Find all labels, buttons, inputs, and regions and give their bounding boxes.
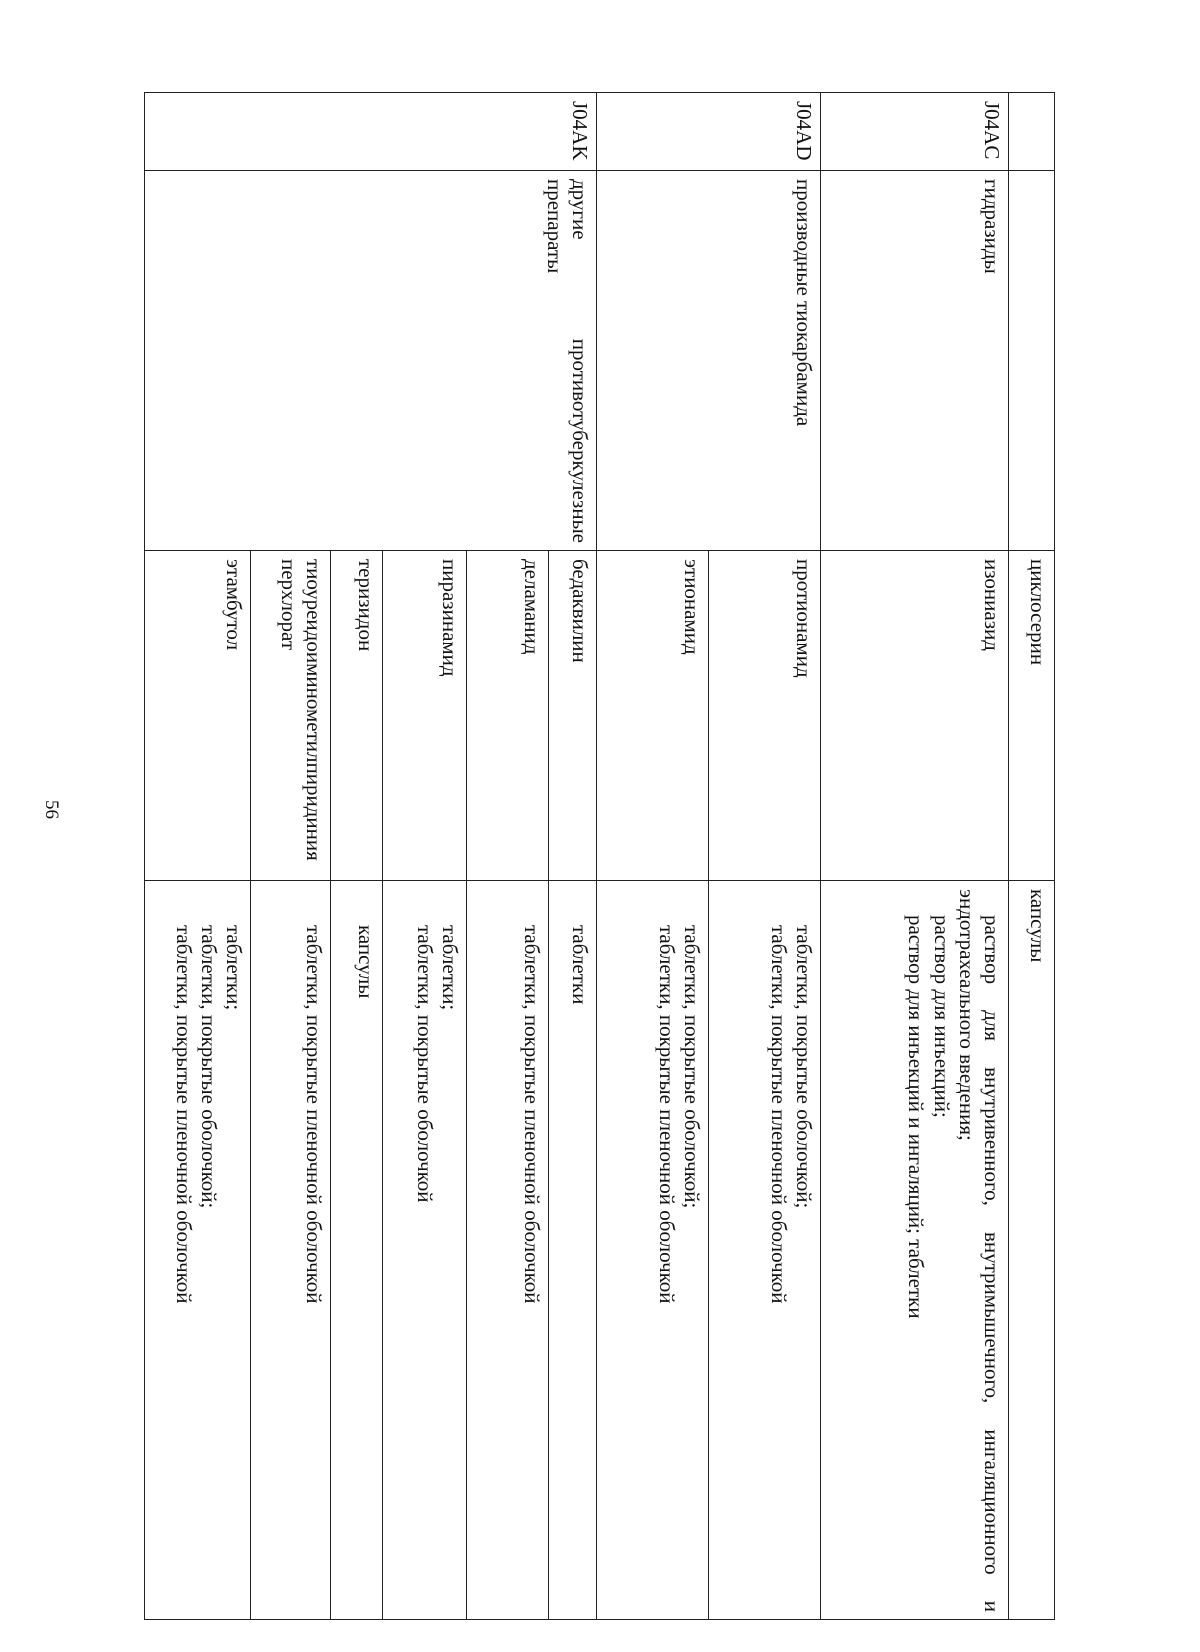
name-cell: протионамид xyxy=(709,551,821,881)
name-cell: тиоуреидоиминометилпиридиния перхлорат xyxy=(251,551,331,881)
name-cell: теризидон xyxy=(331,551,383,881)
name-cell: этионамид xyxy=(597,551,709,881)
form-cell xyxy=(821,881,1009,1620)
form-line: таблетки, покрытые пленочной оболочкой xyxy=(302,925,326,1304)
code-cell: J04AC xyxy=(821,93,1009,171)
form-line: таблетки, покрытые пленочной оболочкой xyxy=(766,925,791,1304)
page-number: 56 xyxy=(41,800,62,819)
table-row xyxy=(821,93,1009,1620)
group-cell: гидразиды xyxy=(821,171,1009,551)
form-cell xyxy=(383,881,467,1620)
form-line: таблетки, покрытые пленочной оболочкой xyxy=(171,925,196,1304)
form-line: таблетки, покрытые пленочной оболочкой xyxy=(520,925,544,1304)
code-cell: J04AK xyxy=(145,93,597,171)
form-line: таблетки; xyxy=(438,925,462,1011)
name-cell: изониазид xyxy=(821,551,1009,881)
name-cell: циклосерин xyxy=(1009,551,1055,881)
form-line: таблетки, покрытые оболочкой; xyxy=(680,925,704,1209)
drug-table xyxy=(144,92,1055,1620)
form-line: таблетки, покрытые оболочкой xyxy=(412,925,437,1203)
form-line: таблетки xyxy=(568,925,592,1005)
group-cell xyxy=(1009,171,1055,551)
name-cell: деламанид xyxy=(467,551,549,881)
form-line: таблетки, покрытые пленочной оболочкой xyxy=(654,925,679,1304)
form-line: таблетки; xyxy=(222,925,246,1011)
form-cell xyxy=(467,881,549,1620)
form-cell xyxy=(251,881,331,1620)
form-cell xyxy=(549,881,597,1620)
form-cell: капсулы xyxy=(1009,881,1055,1620)
form-line: таблетки, покрытые оболочкой; xyxy=(196,925,221,1209)
form-line: раствор для инъекций; xyxy=(929,915,954,1118)
form-line: капсулы xyxy=(354,925,378,999)
form-line: раствор для инъекций и ингаляций; таблетки xyxy=(904,915,929,1319)
form-line: раствор для внутривенного, внутримышечного, ингаляционного и эндотрахеального введения; xyxy=(954,889,1004,1612)
rotated-table-frame xyxy=(125,92,1055,1620)
form-line: таблетки, покрытые оболочкой; xyxy=(792,925,816,1209)
name-cell: пиразинамид xyxy=(383,551,467,881)
form-cell xyxy=(331,881,383,1620)
name-cell: этамбутол xyxy=(145,551,251,881)
code-cell: J04AD xyxy=(597,93,821,171)
table-row xyxy=(709,93,821,1620)
group-cell: другие противотуберкулезные препараты xyxy=(145,171,597,551)
name-cell: бедаквилин xyxy=(549,551,597,881)
table-row xyxy=(549,93,597,1620)
form-cell xyxy=(709,881,821,1620)
form-cell xyxy=(145,881,251,1620)
table-row xyxy=(1009,93,1055,1620)
code-cell xyxy=(1009,93,1055,171)
group-cell: производные тиокарбамида xyxy=(597,171,821,551)
form-cell xyxy=(597,881,709,1620)
